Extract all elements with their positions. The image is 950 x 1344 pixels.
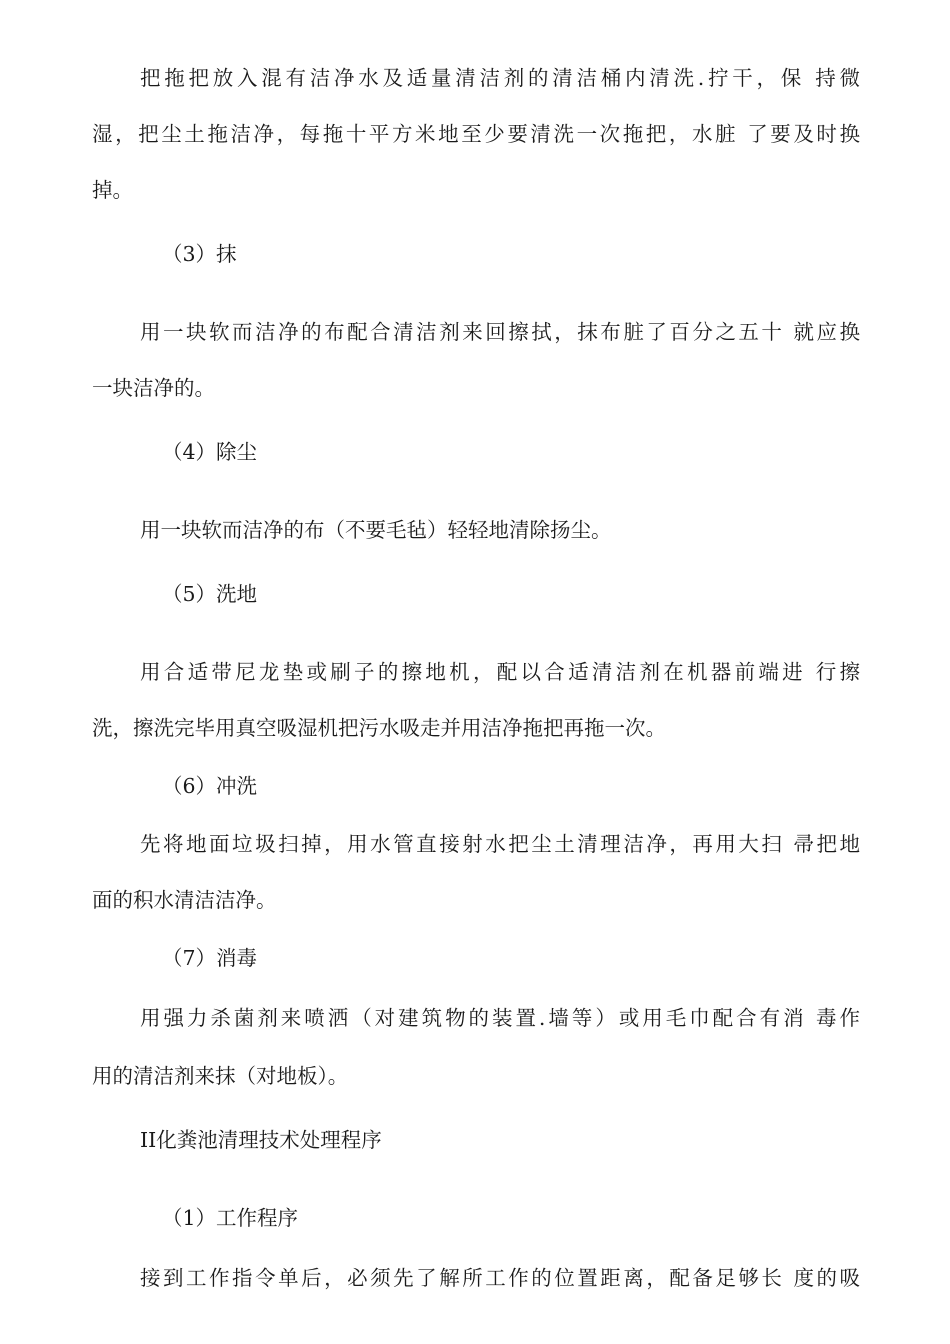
paragraph-mop-line-2: 湿，把尘土拖洁净，每拖十平方米地至少要清洗一次拖把，水脏 了要及时换 (92, 122, 860, 146)
paragraph-wipe-line-2: 一块洁净的。 (92, 376, 215, 400)
heading-floor-wash: （5）洗地 (162, 582, 258, 606)
heading-rinse: （6）冲洗 (162, 774, 258, 798)
paragraph-work-procedure-line-1: 接到工作指令单后，必须先了解所工作的位置距离，配备足够长 度的吸 (140, 1266, 860, 1290)
paragraph-dust-line-1: 用一块软而洁净的布（不要毛毡）轻轻地清除扬尘。 (140, 518, 612, 542)
heading-wipe: （3）抹 (162, 242, 237, 266)
paragraph-floor-wash-line-2: 洗，擦洗完毕用真空吸湿机把污水吸走并用洁净拖把再拖一次。 (92, 716, 666, 740)
paragraph-floor-wash-line-1: 用合适带尼龙垫或刷子的擦地机，配以合适清洁剂在机器前端进 行擦 (140, 660, 860, 684)
paragraph-disinfect-line-1: 用强力杀菌剂来喷洒（对建筑物的装置.墙等）或用毛巾配合有消 毒作 (140, 1006, 860, 1030)
heading-dust: （4）除尘 (162, 440, 258, 464)
heading-work-procedure: （1）工作程序 (162, 1206, 299, 1230)
paragraph-mop-line-1: 把拖把放入混有洁净水及适量清洁剂的清洁桶内清洗.拧干，保 持微 (140, 66, 860, 90)
section-heading-septic-tank: II化粪池清理技术处理程序 (140, 1128, 382, 1152)
paragraph-rinse-line-1: 先将地面垃圾扫掉，用水管直接射水把尘土清理洁净，再用大扫 帚把地 (140, 832, 860, 856)
paragraph-rinse-line-2: 面的积水清洁洁净。 (92, 888, 277, 912)
paragraph-disinfect-line-2: 用的清洁剂来抹（对地板）。 (92, 1064, 349, 1088)
paragraph-mop-line-3: 掉。 (92, 178, 133, 202)
paragraph-wipe-line-1: 用一块软而洁净的布配合清洁剂来回擦拭，抹布脏了百分之五十 就应换 (140, 320, 860, 344)
heading-disinfect: （7）消毒 (162, 946, 258, 970)
